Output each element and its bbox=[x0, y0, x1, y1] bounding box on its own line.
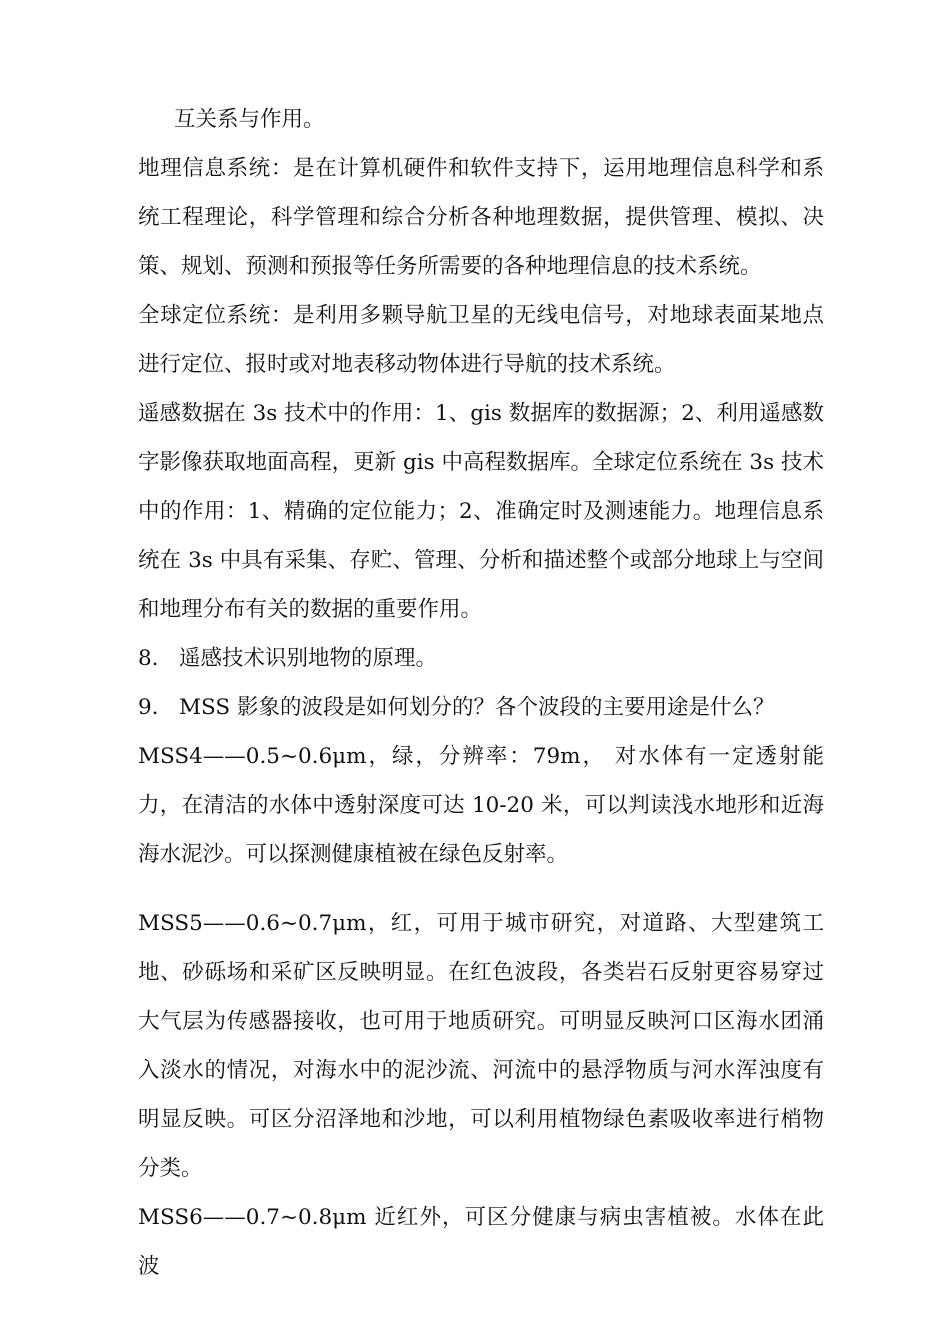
question-9: 9. MSS 影象的波段是如何划分的？各个波段的主要用途是什么？ bbox=[138, 695, 775, 720]
paragraph-mss6: MSS6——0.7~0.8μm 近红外，可区分健康与病虫害植被。水体在此波 bbox=[138, 1205, 824, 1279]
document-body bbox=[138, 95, 824, 1291]
paragraph-gis-definition: 地理信息系统：是在计算机硬件和软件支持下，运用地理信息科学和系统工程理论，科学管理和综合分析各种地理数据，提供管理、模拟、决策、规划、预测和预报等任务所需要的各种地理信息的技术系统。 bbox=[138, 156, 824, 279]
paragraph-continuation: 互关系与作用。 bbox=[174, 107, 325, 132]
paragraph-mss5: MSS5——0.6~0.7μm，红，可用于城市研究，对道路、大型建筑工地、砂砾场和采矿区反映明显。在红色波段，各类岩石反射更容易穿过大气层为传感器接收，也可用于地质研究。可明显反映河口区海水团涌入淡水的情况，对海水中的泥沙流、河流中的悬浮物质与河水浑浊度有明显反映。可区分沼泽地和沙地，可以利用植物绿色素吸收率进行梢物分类。 bbox=[138, 911, 824, 1181]
paragraph-3s-roles: 遥感数据在 3s 技术中的作用：1、gis 数据库的数据源；2、利用遥感数字影像获取地面高程，更新 gis 中高程数据库。全球定位系统在 3s 技术中的作用：1、精确的定位能力；2、准确定时及测速能力。地理信息系统在 3s 中具有采集、存贮、管理、分析和描述整个或部分地球上与空间和地理分布有关的数据的重要作用。 bbox=[138, 401, 824, 622]
paragraph-mss4: MSS4——0.5~0.6μm，绿，分辨率：79m， 对水体有一定透射能力，在清洁的水体中透射深度可达 10-20 米，可以判读浅水地形和近海海水泥沙。可以探测健康植被在绿色反射率。 bbox=[138, 744, 824, 867]
question-8: 8. 遥感技术识别地物的原理。 bbox=[138, 646, 438, 671]
paragraph-gps-definition: 全球定位系统：是利用多颗导航卫星的无线电信号，对地球表面某地点进行定位、报时或对地表移动物体进行导航的技术系统。 bbox=[138, 303, 824, 377]
